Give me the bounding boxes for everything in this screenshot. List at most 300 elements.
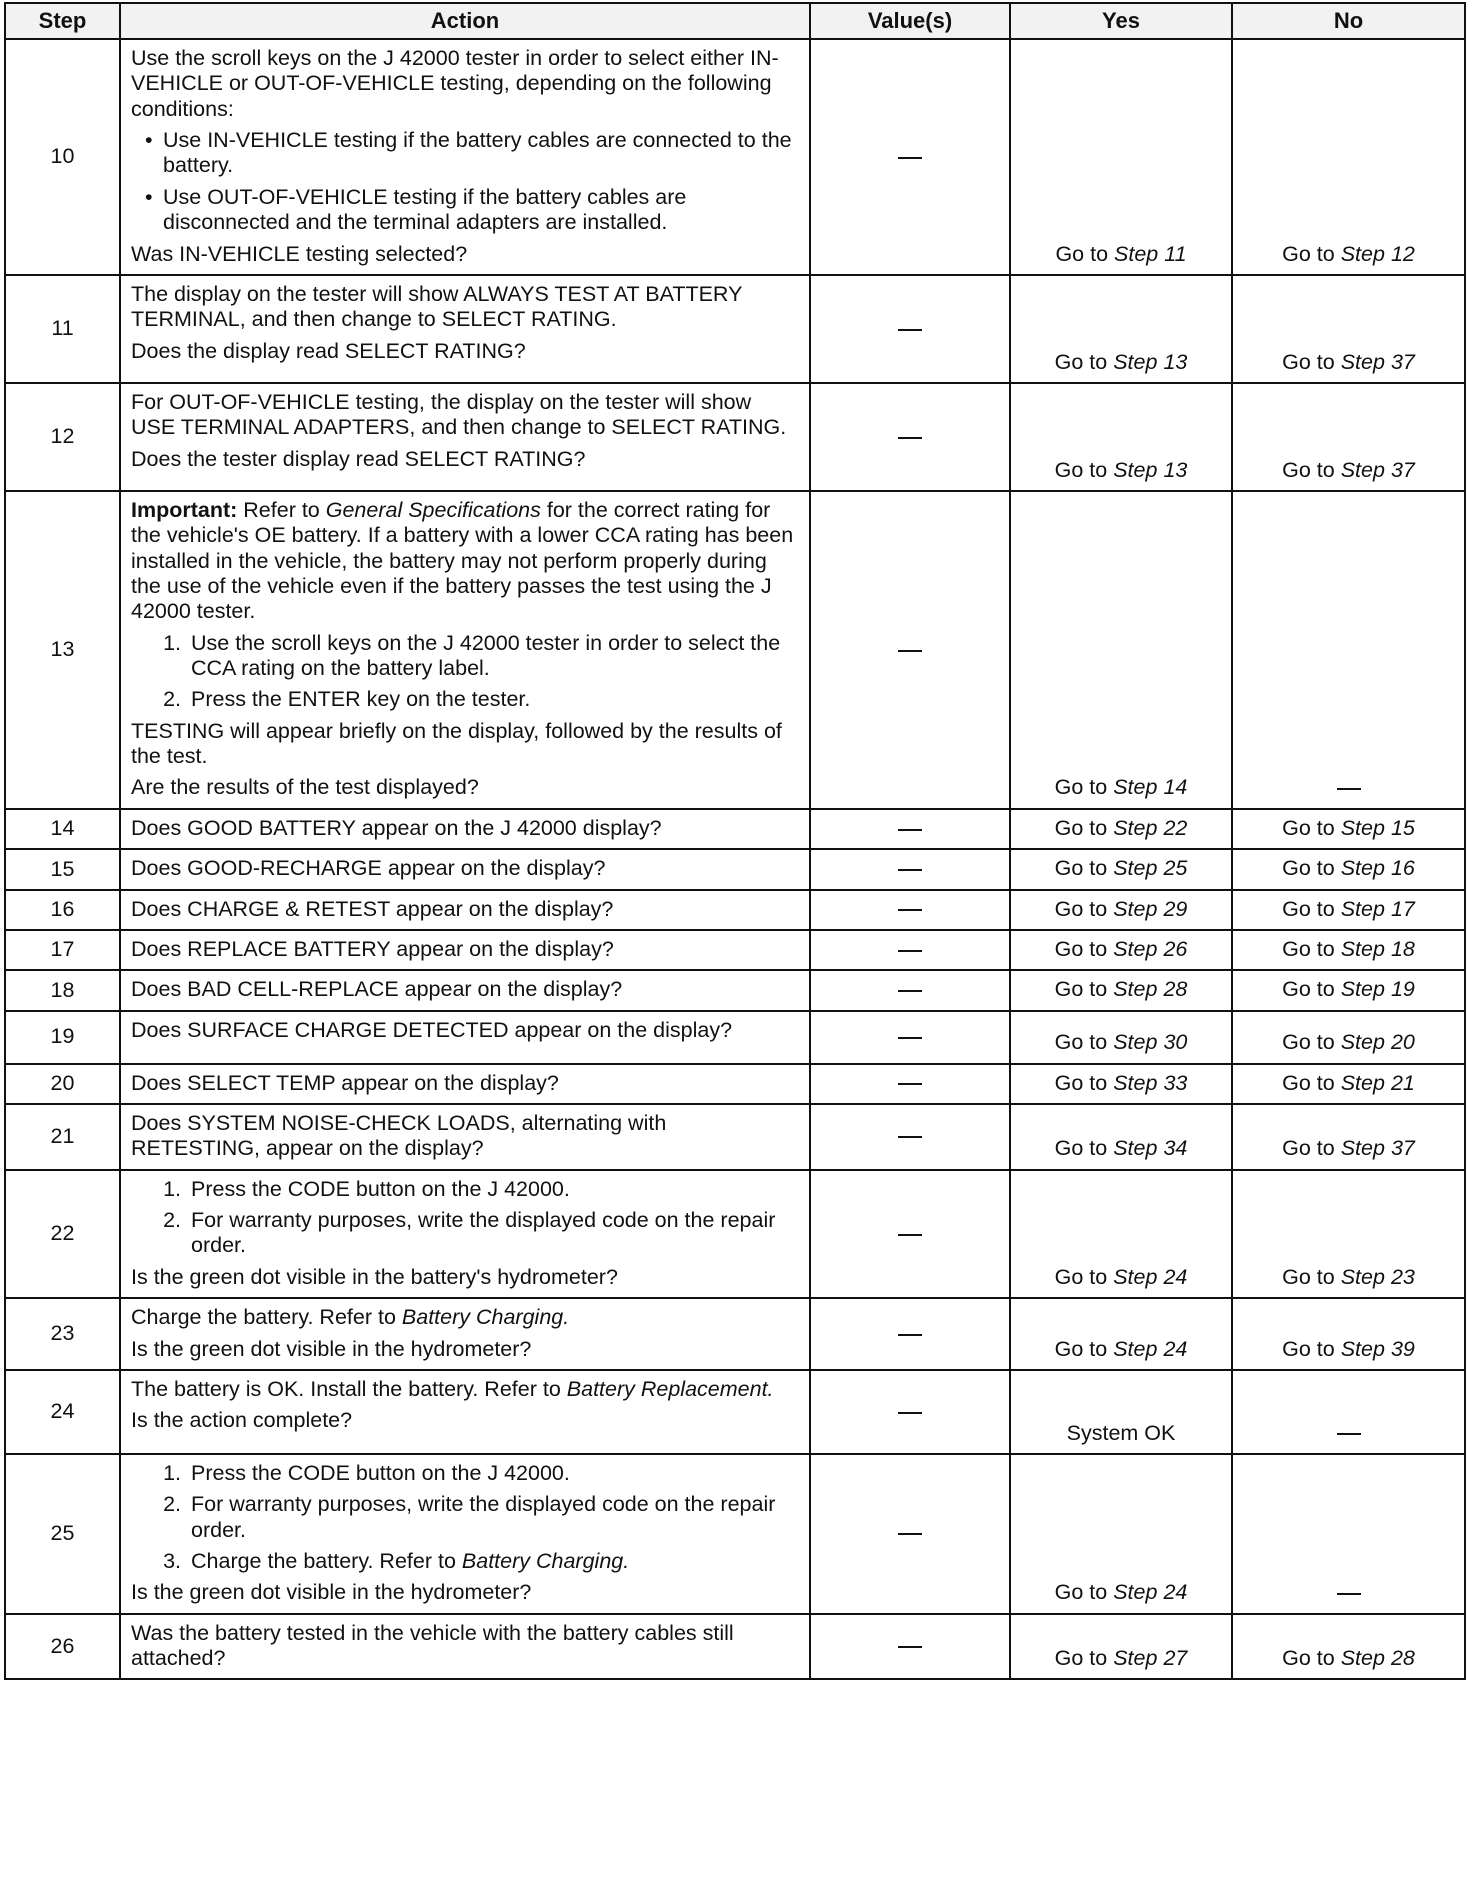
step-ref bbox=[1341, 242, 1415, 266]
step-ref bbox=[1113, 1136, 1187, 1160]
value-cell bbox=[810, 1614, 1010, 1680]
table-row bbox=[5, 275, 1465, 383]
yes-cell bbox=[1010, 1064, 1232, 1104]
step-number-cell: 14 bbox=[5, 809, 120, 849]
table-row bbox=[5, 1104, 1465, 1170]
no-link[interactable] bbox=[1282, 856, 1415, 880]
step-word: Step bbox=[1340, 896, 1385, 921]
step-ref bbox=[1113, 1580, 1187, 1604]
step-number: 27 bbox=[1163, 1646, 1188, 1671]
important-label: Important: bbox=[131, 497, 238, 522]
step-word: Step bbox=[1113, 1136, 1158, 1161]
yes-cell bbox=[1010, 275, 1232, 383]
action-question: Does GOOD BATTERY appear on the J 42000 display? bbox=[131, 815, 662, 840]
table-row bbox=[5, 1011, 1465, 1064]
numbered-item: 1. Press the CODE button on the J 42000. bbox=[187, 1177, 799, 1202]
step-number: 16 bbox=[1390, 856, 1415, 881]
action-intro bbox=[131, 1377, 799, 1402]
dash-mark bbox=[898, 909, 922, 911]
step-word: Step bbox=[1113, 977, 1158, 1002]
go-to-label: Go to bbox=[1054, 815, 1108, 840]
yes-link[interactable] bbox=[1055, 856, 1188, 880]
bullet-item: • Use OUT-OF-VEHICLE testing if the battery cables are disconnected and the terminal adapters are installed. bbox=[163, 185, 799, 236]
go-to-label: Go to bbox=[1282, 936, 1335, 961]
value-cell bbox=[810, 849, 1010, 889]
dash-mark bbox=[898, 329, 922, 331]
go-to-label: Go to bbox=[1055, 241, 1109, 266]
step-ref bbox=[1113, 977, 1187, 1001]
action-cell bbox=[120, 1064, 810, 1104]
bullet-item: • Use IN-VEHICLE testing if the battery cables are connected to the battery. bbox=[163, 128, 799, 179]
yes-cell bbox=[1010, 1614, 1232, 1680]
yes-cell bbox=[1010, 39, 1232, 275]
no-cell bbox=[1232, 930, 1465, 970]
no-link[interactable] bbox=[1282, 937, 1415, 961]
action-cell bbox=[120, 890, 810, 930]
step-number: 39 bbox=[1390, 1336, 1415, 1361]
table-row bbox=[5, 849, 1465, 889]
action-cell bbox=[120, 849, 810, 889]
go-to-label: Go to bbox=[1054, 1136, 1108, 1161]
intro-text: Charge the battery. Refer to bbox=[131, 1305, 396, 1330]
step-ref bbox=[1113, 1030, 1187, 1054]
no-cell bbox=[1232, 1104, 1465, 1170]
dash-mark bbox=[898, 1533, 922, 1535]
doc-reference[interactable]: Battery Replacement. bbox=[566, 1376, 774, 1401]
yes-text: System OK bbox=[1066, 1420, 1176, 1445]
table-row bbox=[5, 491, 1465, 809]
dash-mark bbox=[898, 869, 922, 871]
step-word: Step bbox=[1340, 1646, 1385, 1671]
no-link[interactable] bbox=[1282, 816, 1415, 840]
step-word: Step bbox=[1340, 1264, 1385, 1289]
go-to-label: Go to bbox=[1282, 1070, 1335, 1095]
dash-mark bbox=[898, 950, 922, 952]
step-number-cell: 25 bbox=[5, 1454, 120, 1614]
action-question: Is the action complete? bbox=[131, 1408, 353, 1433]
step-word: Step bbox=[1113, 1030, 1158, 1055]
numbered-list bbox=[131, 1177, 799, 1259]
step-number: 12 bbox=[1390, 241, 1415, 266]
step-ref bbox=[1113, 816, 1187, 840]
step-ref bbox=[1113, 1337, 1187, 1361]
action-question: Does SURFACE CHARGE DETECTED appear on the display? bbox=[131, 1017, 733, 1042]
step-number-cell: 24 bbox=[5, 1370, 120, 1454]
dash-mark bbox=[1337, 1593, 1361, 1595]
value-cell bbox=[810, 383, 1010, 491]
step-number-cell: 23 bbox=[5, 1298, 120, 1370]
value-cell bbox=[810, 1454, 1010, 1614]
value-cell bbox=[810, 930, 1010, 970]
step-ref bbox=[1341, 350, 1415, 374]
no-cell bbox=[1232, 849, 1465, 889]
action-cell bbox=[120, 1614, 810, 1680]
action-question: Does SELECT TEMP appear on the display? bbox=[131, 1070, 559, 1095]
value-cell bbox=[810, 1064, 1010, 1104]
step-number: 14 bbox=[1163, 775, 1188, 800]
value-cell bbox=[810, 1298, 1010, 1370]
step-number: 22 bbox=[1163, 815, 1188, 840]
step-word: Step bbox=[1340, 1336, 1385, 1361]
dash-mark bbox=[898, 1646, 922, 1648]
step-number: 25 bbox=[1163, 856, 1188, 881]
no-cell bbox=[1232, 1454, 1465, 1614]
dash-mark bbox=[898, 829, 922, 831]
dash-mark bbox=[898, 1334, 922, 1336]
table-row bbox=[5, 1614, 1465, 1680]
value-cell bbox=[810, 809, 1010, 849]
step-word: Step bbox=[1113, 775, 1158, 800]
yes-link[interactable] bbox=[1055, 775, 1188, 799]
no-link[interactable] bbox=[1282, 1030, 1415, 1054]
no-link[interactable] bbox=[1282, 1337, 1415, 1361]
action-question: Does the tester display read SELECT RATING? bbox=[131, 446, 586, 471]
no-cell bbox=[1232, 39, 1465, 275]
step-number-cell: 26 bbox=[5, 1614, 120, 1680]
yes-cell bbox=[1010, 1170, 1232, 1298]
yes-cell bbox=[1010, 970, 1232, 1010]
action-cell bbox=[120, 1454, 810, 1614]
action-cell bbox=[120, 1104, 810, 1170]
no-cell bbox=[1232, 491, 1465, 809]
step-number: 30 bbox=[1163, 1030, 1188, 1055]
yes-cell bbox=[1010, 809, 1232, 849]
go-to-label: Go to bbox=[1282, 815, 1335, 840]
value-cell bbox=[810, 1170, 1010, 1298]
no-cell bbox=[1232, 1370, 1465, 1454]
step-ref bbox=[1113, 856, 1187, 880]
step-number: 18 bbox=[1390, 936, 1415, 961]
step-ref bbox=[1341, 977, 1415, 1001]
action-intro: Use the scroll keys on the J 42000 tester in order to select either IN-VEHICLE or OUT-OF-VEHICLE testing, depending on the following conditions: bbox=[131, 46, 779, 121]
step-ref bbox=[1341, 816, 1415, 840]
go-to-label: Go to bbox=[1054, 1336, 1108, 1361]
go-to-label: Go to bbox=[1282, 1336, 1335, 1361]
yes-link[interactable] bbox=[1055, 458, 1188, 482]
step-word: Step bbox=[1113, 457, 1158, 482]
action-cell bbox=[120, 1170, 810, 1298]
value-cell bbox=[810, 1370, 1010, 1454]
step-number: 28 bbox=[1163, 977, 1188, 1002]
step-number: 37 bbox=[1390, 349, 1415, 374]
step-number: 26 bbox=[1163, 936, 1188, 961]
yes-link[interactable] bbox=[1055, 1580, 1188, 1604]
action-cell bbox=[120, 930, 810, 970]
action-cell bbox=[120, 970, 810, 1010]
no-cell bbox=[1232, 275, 1465, 383]
table-row bbox=[5, 1454, 1465, 1614]
yes-link[interactable] bbox=[1055, 242, 1186, 266]
yes-link[interactable] bbox=[1055, 977, 1188, 1001]
table-row bbox=[5, 1370, 1465, 1454]
no-link[interactable] bbox=[1282, 350, 1415, 374]
yes-link[interactable] bbox=[1055, 937, 1188, 961]
go-to-label: Go to bbox=[1054, 349, 1108, 374]
numbered-list bbox=[131, 631, 799, 713]
dash-mark bbox=[1337, 1433, 1361, 1435]
no-cell bbox=[1232, 809, 1465, 849]
action-question: Are the results of the test displayed? bbox=[131, 775, 479, 800]
step-word: Step bbox=[1113, 815, 1158, 840]
yes-link[interactable] bbox=[1055, 1030, 1188, 1054]
yes-link[interactable] bbox=[1055, 350, 1188, 374]
step-ref bbox=[1113, 1265, 1187, 1289]
step-ref bbox=[1113, 458, 1187, 482]
step-ref bbox=[1341, 458, 1415, 482]
no-cell bbox=[1232, 1170, 1465, 1298]
table-row bbox=[5, 890, 1465, 930]
bullet-list bbox=[131, 128, 799, 235]
step-number-cell: 16 bbox=[5, 890, 120, 930]
action-question: Does GOOD-RECHARGE appear on the display? bbox=[131, 856, 606, 881]
action-question: Does BAD CELL-REPLACE appear on the display? bbox=[131, 977, 623, 1002]
header-no: No bbox=[1232, 3, 1465, 39]
step-ref bbox=[1113, 1071, 1187, 1095]
action-note: TESTING will appear briefly on the display, followed by the results of the test. bbox=[131, 718, 782, 769]
no-link[interactable] bbox=[1282, 1646, 1415, 1670]
action-question: Is the green dot visible in the hydrometer? bbox=[131, 1580, 532, 1605]
dash-mark bbox=[898, 1234, 922, 1236]
go-to-label: Go to bbox=[1282, 457, 1335, 482]
step-number-cell: 15 bbox=[5, 849, 120, 889]
step-word: Step bbox=[1340, 1136, 1385, 1161]
header-step: Step bbox=[5, 3, 120, 39]
step-number-cell: 17 bbox=[5, 930, 120, 970]
no-link[interactable] bbox=[1282, 977, 1415, 1001]
important-note bbox=[131, 498, 799, 625]
step-number: 24 bbox=[1163, 1580, 1188, 1605]
yes-cell bbox=[1010, 890, 1232, 930]
no-link[interactable] bbox=[1282, 1136, 1415, 1160]
numbered-item: 1. Use the scroll keys on the J 42000 tester in order to select the CCA rating on the battery label. bbox=[187, 631, 799, 682]
no-cell bbox=[1232, 383, 1465, 491]
dash-mark bbox=[898, 990, 922, 992]
important-text: for the correct rating for the vehicle's OE battery. If a battery with a lower CCA rating has been installed in the vehicle, the battery may not perform properly during the use of the vehicle even if the battery passes the test using the J 42000 tester. bbox=[131, 497, 794, 624]
no-cell bbox=[1232, 970, 1465, 1010]
table-row bbox=[5, 383, 1465, 491]
doc-reference[interactable]: Battery Charging. bbox=[401, 1305, 570, 1330]
step-word: Step bbox=[1340, 1070, 1385, 1095]
step-ref bbox=[1114, 242, 1187, 266]
go-to-label: Go to bbox=[1282, 1264, 1335, 1289]
no-cell bbox=[1232, 1064, 1465, 1104]
go-to-label: Go to bbox=[1282, 241, 1335, 266]
go-to-label: Go to bbox=[1282, 1136, 1335, 1161]
step-word: Step bbox=[1340, 977, 1385, 1002]
step-number: 19 bbox=[1390, 977, 1415, 1002]
step-word: Step bbox=[1340, 815, 1385, 840]
value-cell bbox=[810, 1104, 1010, 1170]
go-to-label: Go to bbox=[1282, 349, 1335, 374]
step-ref bbox=[1341, 856, 1415, 880]
no-link[interactable] bbox=[1282, 1071, 1415, 1095]
step-ref bbox=[1341, 1646, 1415, 1670]
go-to-label: Go to bbox=[1054, 775, 1108, 800]
table-row bbox=[5, 1298, 1465, 1370]
step-word: Step bbox=[1340, 241, 1385, 266]
step-number: 13 bbox=[1163, 349, 1188, 374]
yes-cell bbox=[1010, 383, 1232, 491]
no-link[interactable] bbox=[1282, 458, 1415, 482]
yes-cell bbox=[1010, 1011, 1232, 1064]
header-action: Action bbox=[120, 3, 810, 39]
no-link[interactable] bbox=[1282, 242, 1415, 266]
step-word: Step bbox=[1113, 856, 1158, 881]
dash-mark bbox=[898, 650, 922, 652]
yes-cell bbox=[1010, 930, 1232, 970]
numbered-item: 2. For warranty purposes, write the displayed code on the repair order. bbox=[187, 1208, 799, 1259]
step-word: Step bbox=[1114, 241, 1159, 266]
dash-mark bbox=[1337, 788, 1361, 790]
go-to-label: Go to bbox=[1282, 896, 1335, 921]
step-word: Step bbox=[1113, 1336, 1158, 1361]
no-link[interactable] bbox=[1282, 1265, 1415, 1289]
numbered-list bbox=[131, 1461, 799, 1574]
action-question: Was the battery tested in the vehicle with the battery cables still attached? bbox=[131, 1620, 734, 1671]
action-intro bbox=[131, 1305, 799, 1330]
header-yes: Yes bbox=[1010, 3, 1232, 39]
go-to-label: Go to bbox=[1054, 936, 1108, 961]
step-word: Step bbox=[1113, 1264, 1158, 1289]
go-to-label: Go to bbox=[1282, 977, 1335, 1002]
dash-mark bbox=[898, 1412, 922, 1414]
numbered-item: 2. Press the ENTER key on the tester. bbox=[187, 687, 799, 712]
step-ref bbox=[1341, 1030, 1415, 1054]
no-cell bbox=[1232, 1011, 1465, 1064]
go-to-label: Go to bbox=[1054, 977, 1108, 1002]
value-cell bbox=[810, 39, 1010, 275]
step-ref bbox=[1113, 775, 1187, 799]
step-number: 24 bbox=[1163, 1336, 1188, 1361]
step-ref bbox=[1341, 1071, 1415, 1095]
yes-link[interactable] bbox=[1055, 897, 1188, 921]
step-word: Step bbox=[1113, 1070, 1158, 1095]
step-word: Step bbox=[1340, 856, 1385, 881]
step-number-cell: 12 bbox=[5, 383, 120, 491]
step-ref bbox=[1113, 350, 1187, 374]
action-question: Does REPLACE BATTERY appear on the display? bbox=[131, 936, 614, 961]
action-question: Does SYSTEM NOISE-CHECK LOADS, alternating with RETESTING, appear on the display? bbox=[131, 1110, 667, 1161]
step-number-cell: 21 bbox=[5, 1104, 120, 1170]
go-to-label: Go to bbox=[1054, 1030, 1108, 1055]
go-to-label: Go to bbox=[1282, 856, 1335, 881]
step-word: Step bbox=[1113, 936, 1158, 961]
action-intro: The display on the tester will show ALWAYS TEST AT BATTERY TERMINAL, and then change to SELECT RATING. bbox=[131, 281, 743, 332]
yes-cell bbox=[1010, 849, 1232, 889]
action-cell bbox=[120, 275, 810, 383]
step-word: Step bbox=[1113, 1646, 1158, 1671]
step-number: 23 bbox=[1390, 1264, 1415, 1289]
go-to-label: Go to bbox=[1054, 856, 1108, 881]
step-ref bbox=[1341, 1265, 1415, 1289]
item-text: Charge the battery. Refer to bbox=[191, 1548, 456, 1573]
no-cell bbox=[1232, 1614, 1465, 1680]
action-cell bbox=[120, 491, 810, 809]
action-cell bbox=[120, 1370, 810, 1454]
step-number: 24 bbox=[1163, 1264, 1188, 1289]
value-cell bbox=[810, 1011, 1010, 1064]
diagnostic-table bbox=[4, 2, 1466, 1680]
go-to-label: Go to bbox=[1054, 1580, 1108, 1605]
doc-reference[interactable]: Battery Charging. bbox=[461, 1548, 630, 1573]
numbered-item: 2. For warranty purposes, write the displayed code on the repair order. bbox=[187, 1492, 799, 1543]
step-ref bbox=[1341, 1337, 1415, 1361]
table-header-row bbox=[5, 3, 1465, 39]
action-question: Was IN-VEHICLE testing selected? bbox=[131, 241, 468, 266]
go-to-label: Go to bbox=[1282, 1646, 1335, 1671]
table-row bbox=[5, 930, 1465, 970]
go-to-label: Go to bbox=[1054, 896, 1108, 921]
go-to-label: Go to bbox=[1054, 1264, 1108, 1289]
step-number: 20 bbox=[1390, 1030, 1415, 1055]
step-word: Step bbox=[1113, 349, 1158, 374]
numbered-item: 1. Press the CODE button on the J 42000. bbox=[187, 1461, 799, 1486]
step-number-cell: 11 bbox=[5, 275, 120, 383]
step-ref bbox=[1341, 937, 1415, 961]
step-ref bbox=[1113, 1646, 1187, 1670]
step-number-cell: 18 bbox=[5, 970, 120, 1010]
step-number-cell: 10 bbox=[5, 39, 120, 275]
table-row bbox=[5, 809, 1465, 849]
step-word: Step bbox=[1113, 896, 1158, 921]
yes-link[interactable] bbox=[1055, 1265, 1188, 1289]
step-word: Step bbox=[1340, 1030, 1385, 1055]
yes-cell bbox=[1010, 1104, 1232, 1170]
step-number: 21 bbox=[1390, 1070, 1415, 1095]
yes-link[interactable] bbox=[1055, 1071, 1188, 1095]
yes-link[interactable] bbox=[1055, 816, 1188, 840]
step-number-cell: 22 bbox=[5, 1170, 120, 1298]
dash-mark bbox=[898, 1037, 922, 1039]
yes-link[interactable] bbox=[1055, 1337, 1188, 1361]
step-number: 13 bbox=[1163, 457, 1188, 482]
yes-cell bbox=[1010, 1298, 1232, 1370]
action-question: Is the green dot visible in the battery's hydrometer? bbox=[131, 1264, 618, 1289]
step-ref bbox=[1113, 897, 1187, 921]
go-to-label: Go to bbox=[1054, 457, 1108, 482]
value-cell bbox=[810, 890, 1010, 930]
action-cell bbox=[120, 1298, 810, 1370]
yes-cell bbox=[1010, 1370, 1232, 1454]
step-number: 17 bbox=[1390, 896, 1415, 921]
header-values: Value(s) bbox=[810, 3, 1010, 39]
step-ref bbox=[1341, 1136, 1415, 1160]
go-to-label: Go to bbox=[1054, 1646, 1108, 1671]
table-row bbox=[5, 1170, 1465, 1298]
action-question: Does the display read SELECT RATING? bbox=[131, 338, 526, 363]
yes-link[interactable] bbox=[1055, 1646, 1188, 1670]
table-row bbox=[5, 39, 1465, 275]
action-question: Is the green dot visible in the hydrometer? bbox=[131, 1336, 532, 1361]
step-number: 37 bbox=[1390, 457, 1415, 482]
yes-cell bbox=[1010, 491, 1232, 809]
no-cell bbox=[1232, 890, 1465, 930]
step-number: 34 bbox=[1163, 1136, 1188, 1161]
action-cell bbox=[120, 809, 810, 849]
yes-cell bbox=[1010, 1454, 1232, 1614]
step-ref bbox=[1113, 937, 1187, 961]
step-number: 11 bbox=[1164, 241, 1187, 266]
yes-link[interactable] bbox=[1055, 1136, 1188, 1160]
go-to-label: Go to bbox=[1054, 1070, 1108, 1095]
doc-reference[interactable]: General Specifications bbox=[325, 497, 541, 522]
table-body bbox=[5, 39, 1465, 1679]
step-number: 33 bbox=[1163, 1070, 1188, 1095]
table-row bbox=[5, 970, 1465, 1010]
step-number-cell: 19 bbox=[5, 1011, 120, 1064]
no-link[interactable] bbox=[1282, 897, 1415, 921]
dash-mark bbox=[898, 1136, 922, 1138]
